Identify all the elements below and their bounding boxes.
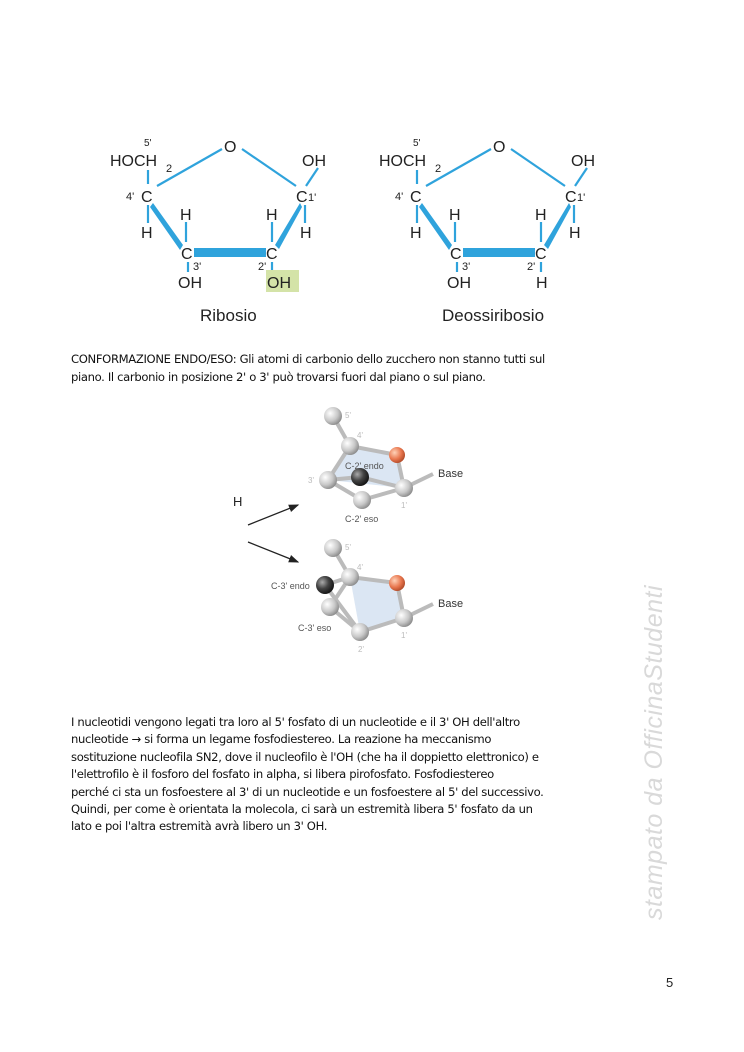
c4-label: 4' [357,563,363,572]
c1-label: 1' [401,631,407,640]
phosphodiester-paragraph [71,714,543,836]
c1-carbon: C [565,189,577,206]
c1-carbon: C [296,189,308,206]
c3-label: 3' [462,261,471,273]
c5-label: 5' [413,138,421,149]
arrow-bottom [248,542,298,562]
ring-oxygen: O [493,139,506,156]
c2-endo-label: C-2' endo [345,461,384,471]
c4-label: 4' [126,191,135,203]
ribose-diagram [110,138,326,325]
text-line: perché ci sta un fosfoestere al 3' di un nucleotide e un fosfoestere al 5' del successivo. [71,784,544,799]
text-line: I nucleotidi vengono legati tra loro al 5' fosfato di un nucleotide e il 3' OH dell'altro [71,715,520,729]
c1-label: 1' [308,192,317,204]
c2-label: 2' [358,645,364,654]
base-label: Base [438,598,464,610]
c5-label: 5' [144,138,152,149]
c2-carbon: C [266,246,278,263]
c3-label: 3' [193,261,202,273]
text-line: CONFORMAZIONE ENDO/ESO: Gli atomi di carbonio dello zucchero non stanno tutti sul [71,352,545,366]
c5-label: 5' [345,411,351,420]
subscript-2: 2 [435,163,442,175]
c2-label: 2' [258,261,267,273]
ring-oxygen: O [224,139,237,156]
c1-label: 1' [401,501,407,510]
c1-oh: OH [571,153,595,170]
c2-oh-highlighted: OH [267,275,291,292]
c3-endo-label: C-3' endo [271,581,310,591]
c2-carbon: C [535,246,547,263]
page-number: 5 [666,975,674,990]
deoxyribose-caption: Deossiribosio [442,306,545,325]
c3-oh: OH [178,275,202,292]
c2-h-lower: H [536,275,548,292]
c3-endo-molecule [271,539,463,654]
hoch-label: HOCH [379,153,427,170]
arrow-top [248,505,298,525]
base-label: Base [438,468,464,480]
c3-carbon: C [181,246,193,263]
c3-label: 3' [308,476,314,485]
text-line: sostituzione nucleofila SN2, dove il nucleofilo è l'OH (che ha il doppietto elettronico) e [71,749,539,764]
c4-label: 4' [395,191,404,203]
c4-h: H [141,225,153,242]
endo-eso-paragraph [71,350,545,386]
c4-h: H [410,225,422,242]
c3-h: H [180,207,192,224]
text-line: lato e poi l'altra estremità avrà libero un 3' OH. [71,819,328,834]
watermark: stampato da OfficinaStudenti [640,584,668,920]
c3-oh: OH [447,275,471,292]
text-line: l'elettrofilo è il fosforo del fosfato in alpha, si libera pirofosfato. Fosfodiestereo [71,767,494,782]
c3-carbon: C [450,246,462,263]
c2-label: 2' [527,261,536,273]
c1-oh: OH [302,153,326,170]
subscript-2: 2 [166,163,173,175]
c2-eso-label: C-2' eso [345,514,379,524]
c2-h: H [266,207,278,224]
cropped-fragment: H [233,494,243,509]
text-line: nucleotide → si forma un legame fosfodiestereo. La reazione ha meccanismo [71,732,492,747]
c2-h: H [535,207,547,224]
text-line: piano. Il carbonio in posizione 2' o 3' può trovarsi fuori dal piano o sul piano. [71,370,486,384]
c5-label: 5' [345,543,351,552]
deoxyribose-diagram [379,138,595,325]
c2-endo-molecule [308,407,463,524]
c3-h: H [449,207,461,224]
c1-h: H [569,225,581,242]
c4-carbon: C [410,189,422,206]
ribose-caption: Ribosio [200,306,257,325]
c3-eso-label: C-3' eso [298,623,332,633]
c4-carbon: C [141,189,153,206]
text-line: Quindi, per come è orientata la molecola, ci sarà un estremità libera 5' fosfato da un [71,802,533,817]
c4-label: 4' [357,431,363,440]
hoch-label: HOCH [110,153,158,170]
c1-h: H [300,225,312,242]
c1-label: 1' [577,192,586,204]
conformation-figure [233,407,463,654]
